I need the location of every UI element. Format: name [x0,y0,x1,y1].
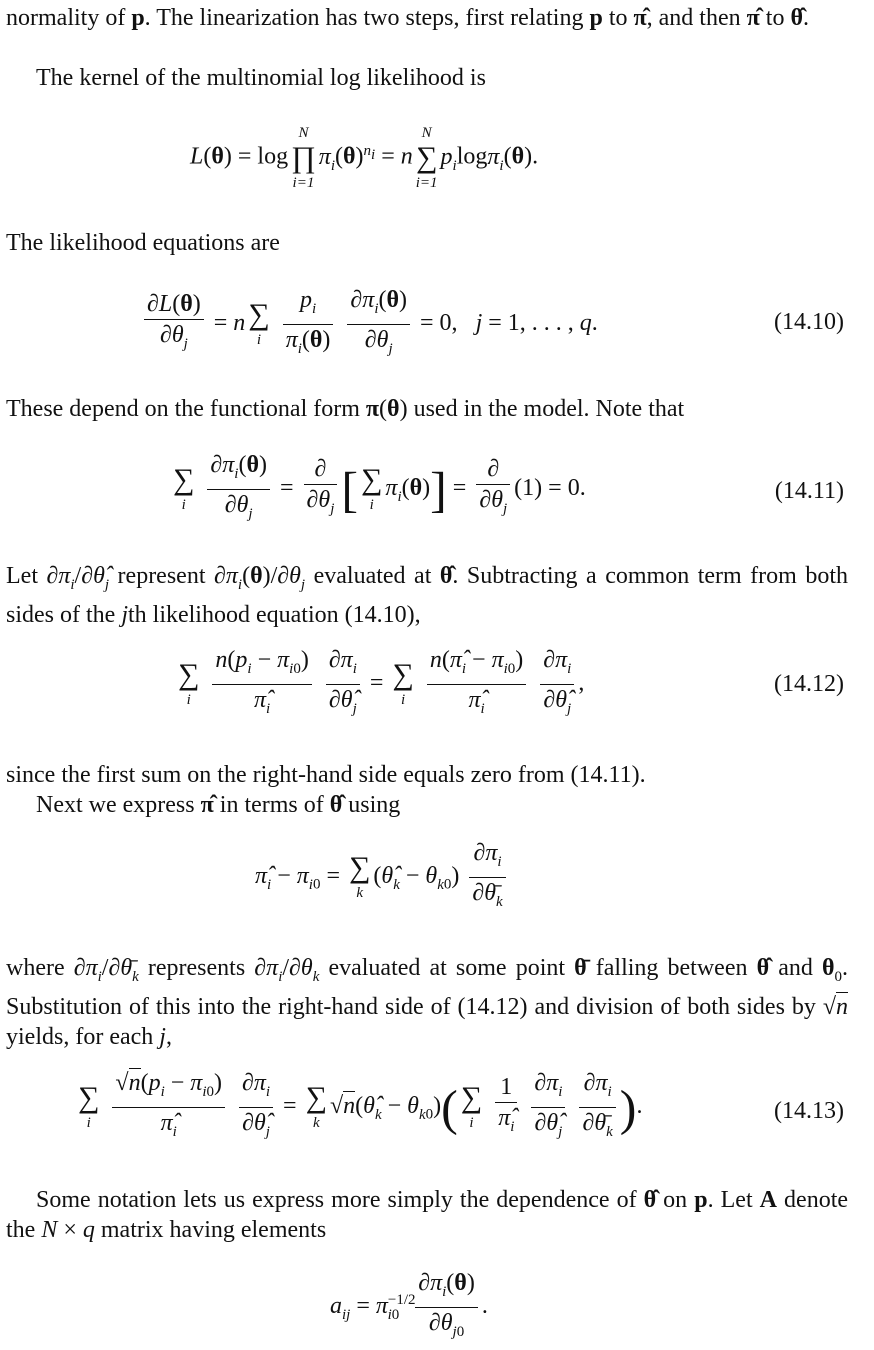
let-paragraph: Let $\partial\pi_i/\partial\thetâ_j$ represent $\partial\pi_i(\theta)/\partial\theta_j$ evaluated at θ̂. Subtracting a common term from both sides of the jth likelihood equation (14.10), [6,563,849,628]
likelihood-equations-text: The likelihood equations are [6,230,280,256]
equation-number-14-10: (14.10) [774,309,844,335]
where-paragraph: where $\partial\pi_i/\partial\thetā_k$ represents $\partial\pi_i/\partial\theta_k$ evaluated at some point θ̄ falling between θ̂ and $\theta_0$. Substitution of this into the right-hand side of (14.12) and division of both sides by √n yields, for each j, [6,955,849,1050]
equation-number-14-12: (14.12) [774,671,844,697]
equation-14-10: $\frac{\partial L(\theta)}{\partial\theta_j}$ = n ∑ i $\frac{p_i}{\pi_i(\theta)}$ $\frac{\partial\pi_i(\theta)}{\partial\theta_j}$ = 0, j = 1, . . . , q. (14.10) [0,285,874,365]
equation-log-likelihood: L(θ) = log N ∏ i=1 $\pi_i(\theta)^{n_i} = n$ N ∑ i=1 $p_i\log\pi_i(\theta)$. [190,125,539,191]
intro-paragraph: normality of p. The linearization has two steps, first relating p to π̂, and then π̂ to θ̂. [6,5,809,31]
next-paragraph: Next we express π̂ in terms of θ̂ using [36,792,401,818]
since-text: since the first sum on the right-hand side equals zero from (14.11). [6,762,646,788]
equation-number-14-13: (14.13) [774,1098,844,1124]
equation-pi-expansion: $\pî_i - \pi_{i0}$ = ∑ k $(\thetâ_k - \theta_{k0})$ $\frac{\partial\pi_i}{\partial\thetā_k}$ [0,838,874,923]
equation-a-ij: $a_{ij} = \pi^{-1/2}_{i0}$ $\frac{\partial\pi_i(\theta)}{\partial\theta_{j0}}$ . [0,1268,874,1348]
kernel-intro-text: The kernel of the multinomial log likelihood is [36,65,486,91]
notation-paragraph: Some notation lets us express more simply the dependence of θ̂ on p. Let A denote the N × q matrix having elements [6,1187,849,1243]
equation-14-13: ∑ i $\frac{√n(p_i - \pi_{i0})}{\pî_i}$ $\frac{\partial\pi_i}{\partial\thetâ_j}$ = ∑ k $√n(\thetâ_k - \theta_{k0})$( ∑ i $\frac{1}{\pî_i}$ $\frac{\partial\pi_i}{\partial\thetâ_j}$ $\frac{\partial\pi_i}{\partial\thetā_k}$ ). (14.13) [0,1068,874,1163]
equation-14-12: ∑ i $\frac{n(p_i - \pi_{i0})}{\pî_i}$ $\frac{\partial\pi_i}{\partial\thetâ_j}$ = ∑ i $\frac{n(\pî_i - \pi_{i0})}{\pî_i}$ $\frac{\partial\pi_i}{\partial\thetâ_j}$ , (14.12) [0,645,874,735]
functional-form-text: These depend on the functional form π(θ) used in the model. Note that [6,396,685,422]
equation-number-14-11: (14.11) [774,478,844,504]
equation-14-11: ∑ i $\frac{\partial\pi_i(\theta)}{\partial\theta_j}$ = $\frac{\partial}{\partial\theta_j}$ [ ∑ i $\pi_i(\theta)$] = $\frac{\partial}{\partial\theta_j}$ (1) = 0. (14.11) [0,450,874,535]
